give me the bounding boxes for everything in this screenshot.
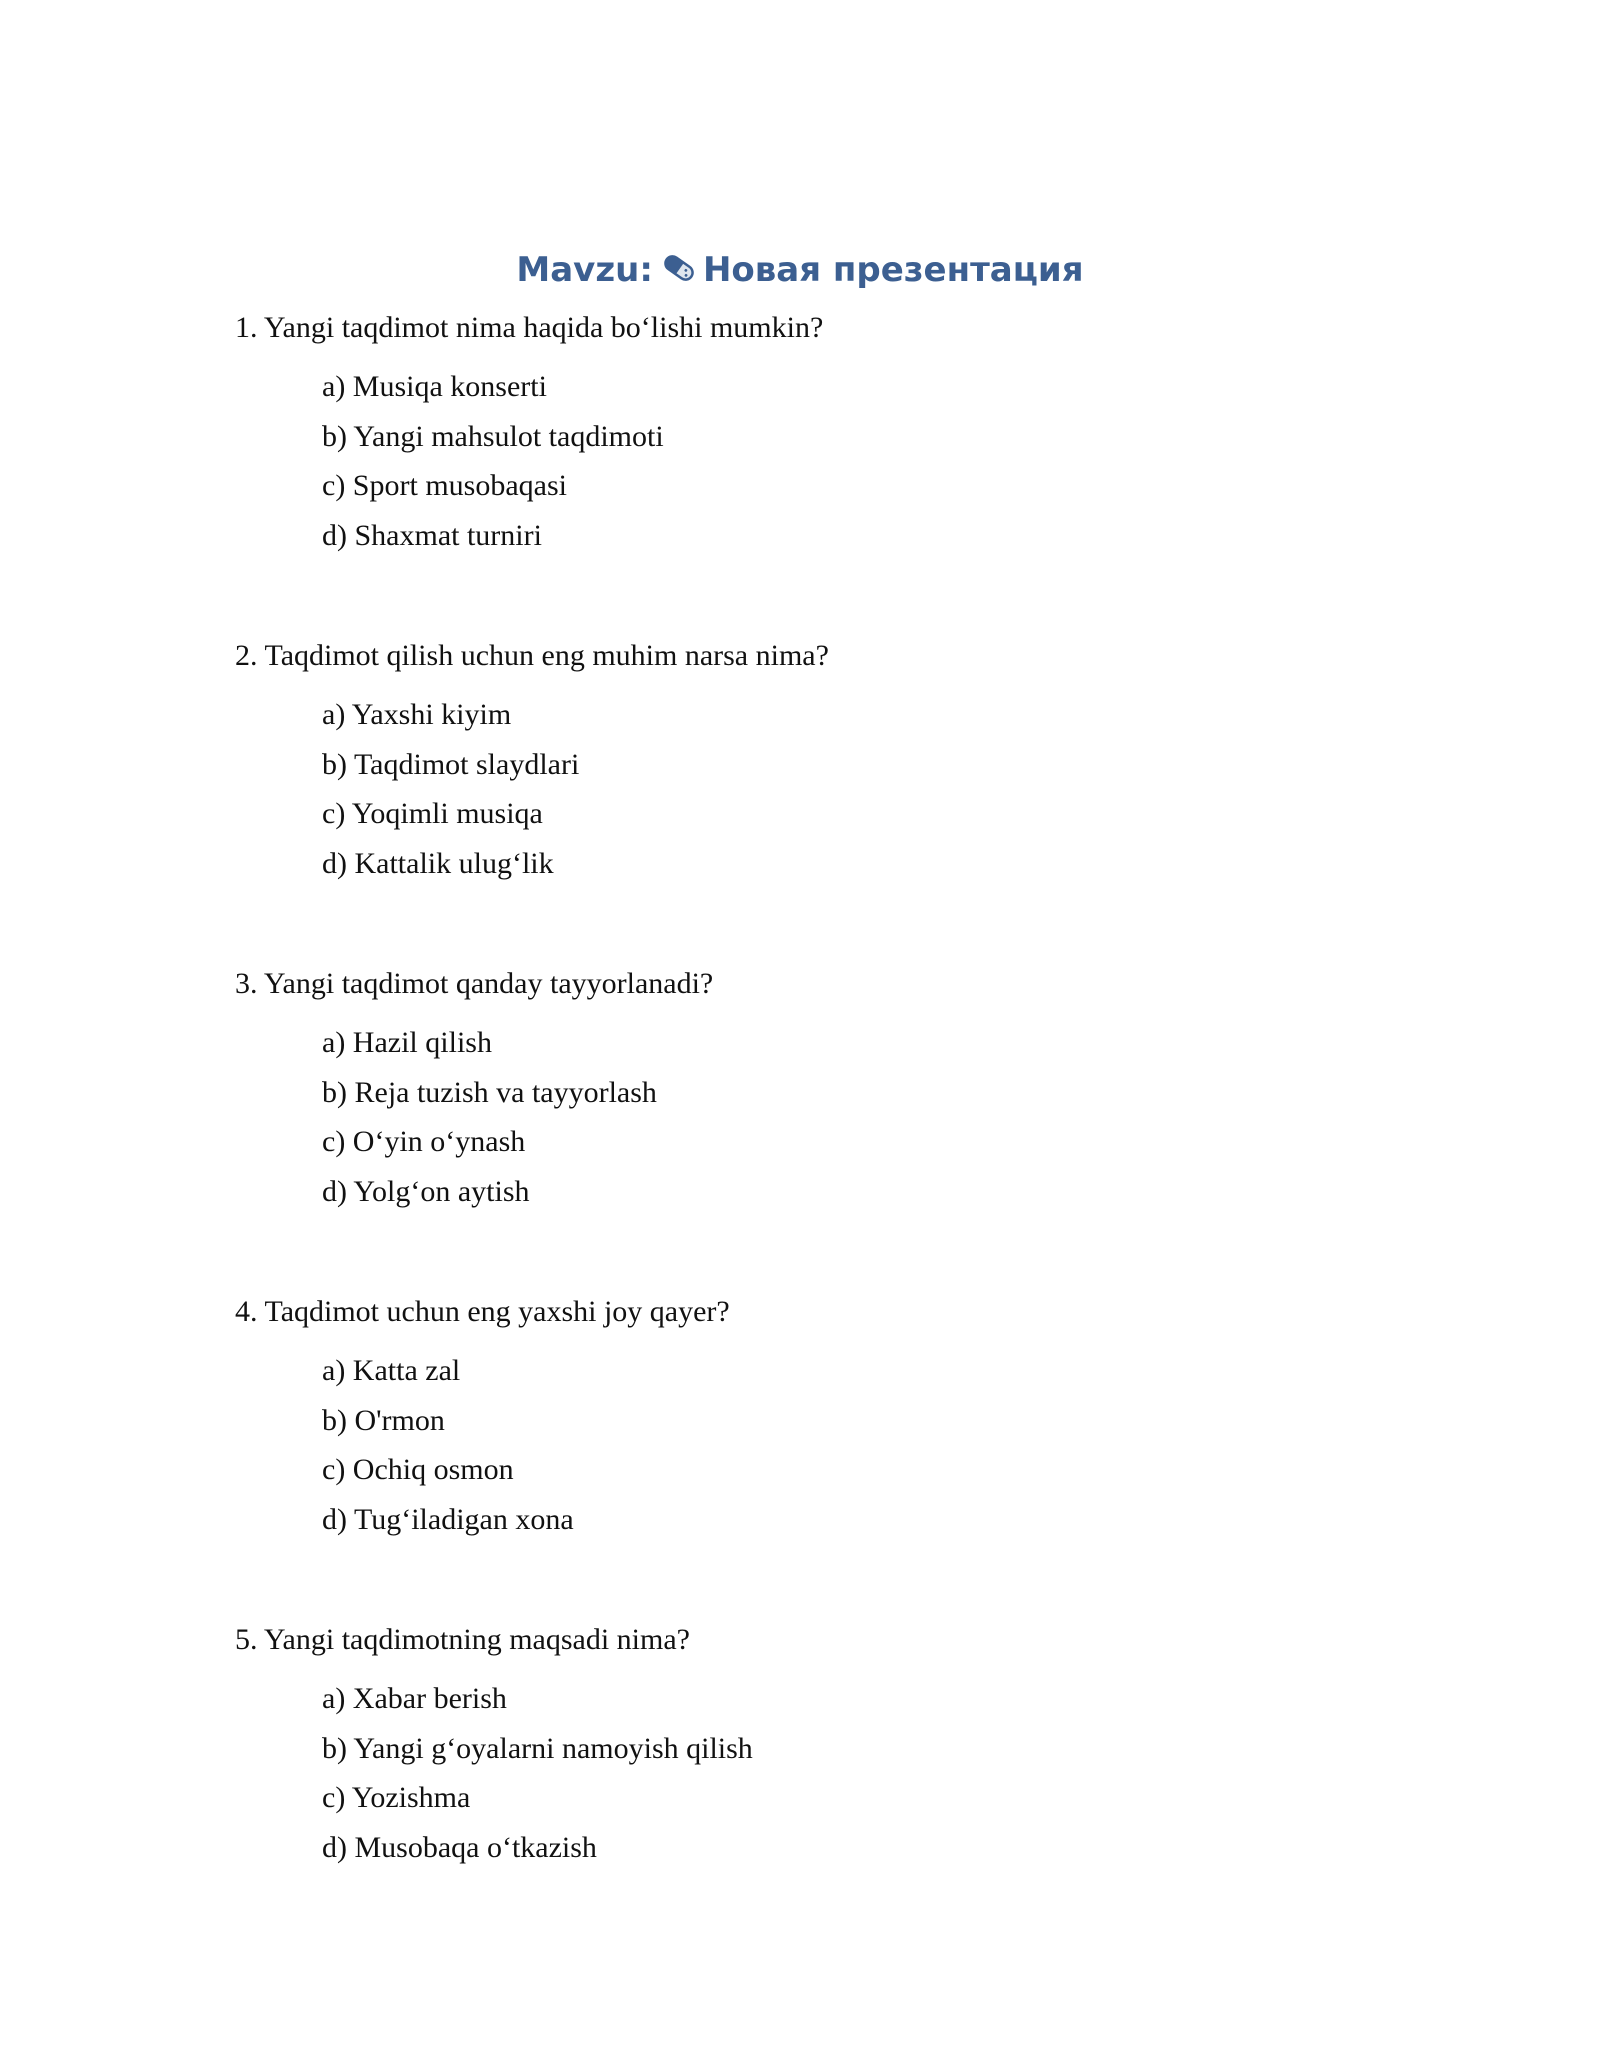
question-text: 2. Taqdimot qilish uchun eng muhim narsa nima? bbox=[235, 639, 829, 672]
title-text: Новая презентация bbox=[702, 250, 1084, 290]
option-c: c) Ochiq osmon bbox=[322, 1453, 514, 1486]
question-text: 3. Yangi taqdimot qanday tayyorlanadi? bbox=[235, 967, 714, 1000]
option-a: a) Musiqa konserti bbox=[322, 370, 547, 403]
option-a: a) Katta zal bbox=[322, 1354, 461, 1387]
option-c: c) O‘yin o‘ynash bbox=[322, 1125, 526, 1158]
option-d: d) Yolg‘on aytish bbox=[322, 1174, 530, 1208]
question-text: 4. Taqdimot uchun eng yaxshi joy qayer? bbox=[235, 1295, 730, 1328]
option-list bbox=[235, 1018, 1435, 1216]
page-title bbox=[0, 250, 1600, 294]
option-b: b) Reja tuzish va tayyorlash bbox=[322, 1075, 657, 1109]
question-text: 1. Yangi taqdimot nima haqida bo‘lishi mumkin? bbox=[235, 311, 824, 344]
option-b: b) O'rmon bbox=[322, 1403, 445, 1437]
question-5 bbox=[235, 1618, 1435, 1872]
option-list bbox=[235, 690, 1435, 888]
option-list bbox=[235, 1346, 1435, 1544]
pill-icon bbox=[659, 251, 699, 294]
question-2 bbox=[235, 634, 1435, 888]
option-d: d) Tug‘iladigan xona bbox=[322, 1502, 574, 1536]
option-d: d) Shaxmat turniri bbox=[322, 518, 542, 552]
option-b: b) Yangi mahsulot taqdimoti bbox=[322, 419, 664, 453]
question-4 bbox=[235, 1290, 1435, 1544]
option-list bbox=[235, 1674, 1435, 1872]
option-a: a) Xabar berish bbox=[322, 1682, 507, 1715]
question-1 bbox=[235, 306, 1435, 560]
option-c: c) Yoqimli musiqa bbox=[322, 797, 543, 830]
option-b: b) Yangi g‘oyalarni namoyish qilish bbox=[322, 1731, 753, 1765]
question-text: 5. Yangi taqdimotning maqsadi nima? bbox=[235, 1623, 690, 1656]
option-a: a) Hazil qilish bbox=[322, 1026, 492, 1059]
option-c: c) Yozishma bbox=[322, 1781, 471, 1814]
option-list bbox=[235, 362, 1435, 560]
question-3 bbox=[235, 962, 1435, 1216]
option-a: a) Yaxshi kiyim bbox=[322, 698, 512, 731]
title-prefix: Mavzu: bbox=[516, 250, 653, 290]
option-d: d) Kattalik ulug‘lik bbox=[322, 846, 554, 880]
option-d: d) Musobaqa o‘tkazish bbox=[322, 1830, 597, 1864]
option-b: b) Taqdimot slaydlari bbox=[322, 747, 580, 781]
option-c: c) Sport musobaqasi bbox=[322, 469, 567, 502]
question-list bbox=[235, 306, 1435, 1946]
